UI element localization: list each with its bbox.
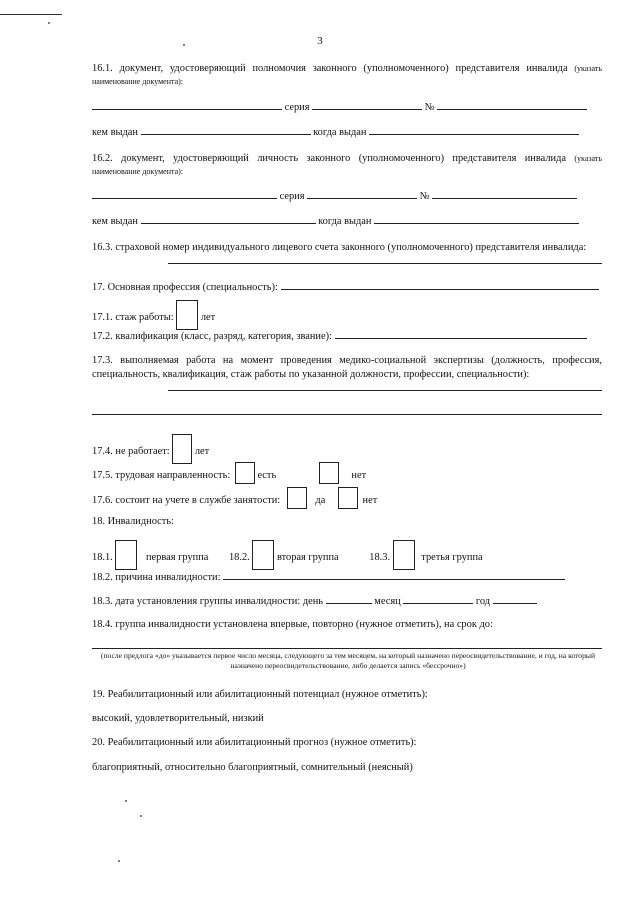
scan-speck bbox=[118, 860, 120, 862]
insurance-number-field[interactable] bbox=[168, 263, 602, 264]
section-19-options[interactable]: высокий, удовлетворительный, низкий bbox=[92, 713, 264, 724]
document-name-field[interactable] bbox=[92, 100, 282, 110]
section-17-row: 17. Основная профессия (специальность): bbox=[92, 280, 604, 294]
section-20-options[interactable]: благоприятный, относительно благоприятный, сомнительный (неясный) bbox=[92, 762, 413, 773]
issued-when-field[interactable] bbox=[374, 214, 579, 224]
year-field[interactable] bbox=[493, 594, 537, 604]
group-2-checkbox[interactable] bbox=[252, 540, 274, 570]
labor-orientation-yes-checkbox[interactable] bbox=[235, 462, 255, 484]
section-19-text: 19. Реабилитационный или абилитационный потенциал (нужное отметить): bbox=[92, 689, 428, 700]
series-field[interactable] bbox=[307, 189, 417, 199]
scan-speck bbox=[125, 800, 127, 802]
employment-service-no-checkbox[interactable] bbox=[338, 487, 358, 509]
section-17-6-row: 17.6. состоит на учете в службе занятости: да нет bbox=[92, 487, 604, 509]
document-name-field[interactable] bbox=[92, 189, 277, 199]
issued-by-field[interactable] bbox=[141, 214, 316, 224]
section-18-3-row: 18.3. дата установления группы инвалидности: день месяц год bbox=[92, 594, 604, 608]
section-16-2-issued-row: кем выдан когда выдан bbox=[92, 214, 604, 228]
number-field[interactable] bbox=[437, 100, 587, 110]
number-field[interactable] bbox=[432, 189, 577, 199]
section-18-4-note: (после предлога «до» указывается первое число месяца, следующего за тем месяцем, на который назначено переосвидетельствование, и год, на который назначено переосвидетельствование, либо делается запись «бессрочно») bbox=[100, 651, 596, 670]
group-3-checkbox[interactable] bbox=[393, 540, 415, 570]
profession-field[interactable] bbox=[281, 280, 599, 290]
section-17-5-row: 17.5. трудовая направленность: есть нет bbox=[92, 462, 604, 484]
section-17-2-row: 17.2. квалификация (класс, разряд, категория, звание): bbox=[92, 329, 604, 343]
section-17-3-text: 17.3. выполняемая работа на момент проведения медико-социальной экспертизы (должность, профессия, специальность, квалификация, стаж работы по указанной должности, профессии, специальности): bbox=[92, 355, 602, 380]
section-16-2-series-row: серия № bbox=[92, 189, 604, 203]
issued-when-field[interactable] bbox=[369, 125, 579, 135]
section-18-title: 18. Инвалидность: bbox=[92, 516, 174, 527]
group-1-checkbox[interactable] bbox=[115, 540, 137, 570]
scan-edge-line bbox=[0, 14, 62, 15]
section-17-1-row: 17.1. стаж работы: лет bbox=[92, 300, 604, 330]
work-experience-box[interactable] bbox=[176, 300, 198, 330]
qualification-field[interactable] bbox=[335, 329, 587, 339]
employment-service-yes-checkbox[interactable] bbox=[287, 487, 307, 509]
section-20-text: 20. Реабилитационный или абилитационный прогноз (нужное отметить): bbox=[92, 737, 417, 748]
current-job-field-2[interactable] bbox=[92, 414, 602, 415]
disability-cause-field[interactable] bbox=[223, 570, 565, 580]
series-field[interactable] bbox=[312, 100, 422, 110]
page-number: 3 bbox=[317, 35, 323, 47]
section-16-2-text: 16.2. документ, удостоверяющий личность законного (уполномоченного) представителя инвалида (указать наименование документа): bbox=[92, 153, 602, 176]
current-job-field[interactable] bbox=[168, 390, 602, 391]
issued-by-field[interactable] bbox=[141, 125, 311, 135]
section-17-4-row: 17.4. не работает: лет bbox=[92, 434, 604, 464]
scan-speck bbox=[48, 22, 50, 24]
labor-orientation-no-checkbox[interactable] bbox=[319, 462, 339, 484]
section-18-4-text: 18.4. группа инвалидности установлена впервые, повторно (нужное отметить), на срок до: bbox=[92, 619, 493, 630]
term-field[interactable] bbox=[92, 648, 602, 649]
section-16-3-text: 16.3. страховой номер индивидуального лицевого счета законного (уполномоченного) представителя инвалида: bbox=[92, 242, 587, 253]
section-18-2-row: 18.2. причина инвалидности: bbox=[92, 570, 604, 584]
month-field[interactable] bbox=[403, 594, 473, 604]
scan-speck bbox=[140, 815, 142, 817]
section-16-1-text: 16.1. документ, удостоверяющий полномочия законного (уполномоченного) представителя инвалида (указать наименование документа): bbox=[92, 63, 602, 86]
section-16-1-series-row: серия № bbox=[92, 100, 604, 114]
section-18-groups-row: 18.1. первая группа 18.2. вторая группа 18.3. третья группа bbox=[92, 540, 604, 570]
day-field[interactable] bbox=[326, 594, 372, 604]
not-working-box[interactable] bbox=[172, 434, 192, 464]
section-16-1-issued-row: кем выдан когда выдан bbox=[92, 125, 604, 139]
